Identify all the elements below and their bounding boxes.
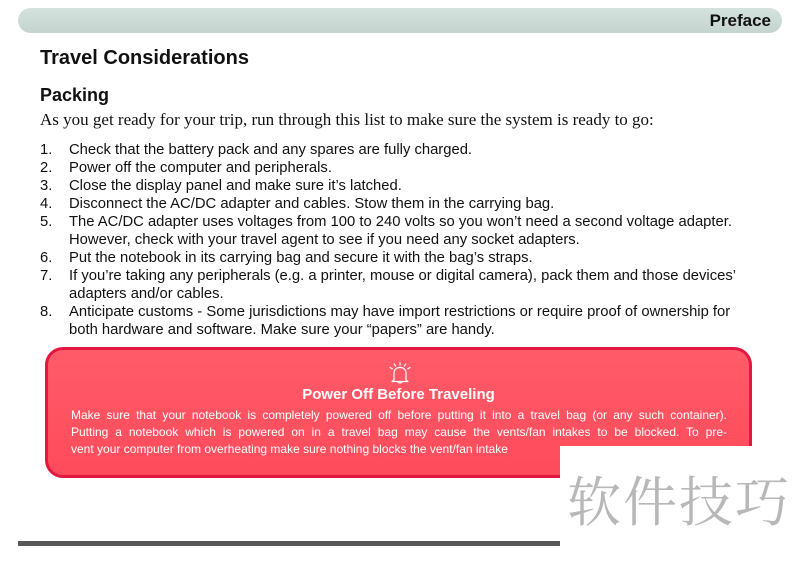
watermark-text: 软件技巧 xyxy=(567,471,791,534)
checklist-item xyxy=(40,195,770,213)
checklist-item-text: Anticipate customs - Some jurisdictions may have import restrictions or require proof of ownership for xyxy=(69,304,731,320)
checklist-item xyxy=(40,303,770,339)
section-header-bar xyxy=(18,8,782,33)
checklist-item xyxy=(40,267,770,303)
checklist-item xyxy=(40,159,770,177)
checklist-item xyxy=(40,249,770,267)
checklist-item-number: 5. xyxy=(40,214,53,230)
checklist-item-text: Check that the battery pack and any spares are fully charged. xyxy=(69,142,473,158)
checklist-item xyxy=(40,177,770,195)
packing-checklist xyxy=(40,141,770,339)
warning-body-line: vent your computer from overheating make sure nothing blocks the vent/fan intake xyxy=(71,442,508,456)
watermark-overlay xyxy=(560,446,800,563)
alarm-bell-icon xyxy=(387,362,413,384)
checklist-item-number: 8. xyxy=(40,304,53,320)
checklist-item-number: 3. xyxy=(40,178,53,194)
page-title: Travel Considerations xyxy=(40,47,249,69)
checklist-item-number: 1. xyxy=(40,142,53,158)
checklist-item-text: Put the notebook in its carrying bag and secure it with the bag’s straps. xyxy=(69,250,533,266)
checklist-item xyxy=(40,213,770,249)
warning-body-line: Make sure that your notebook is completely powered off before putting it into a travel bag (or any such container). xyxy=(71,408,727,422)
checklist-item-text: The AC/DC adapter uses voltages from 100 to 240 volts so you won’t need a second voltage adapter. xyxy=(69,214,732,230)
warning-body-line: Putting a notebook which is powered on in a travel bag may cause the vents/fan intakes to be blocked. To pre- xyxy=(71,425,727,439)
checklist-item-text-continued: both hardware and software. Make sure your “papers” are handy. xyxy=(69,322,495,338)
checklist-item-text-continued: adapters and/or cables. xyxy=(69,286,224,302)
checklist-item-number: 6. xyxy=(40,250,53,266)
section-title: Packing xyxy=(40,85,110,105)
checklist-item-text: Close the display panel and make sure it’s latched. xyxy=(69,178,402,194)
section-header-title: Preface xyxy=(709,11,771,30)
checklist-item-number: 7. xyxy=(40,268,53,284)
checklist-item-text: If you’re taking any peripherals (e.g. a printer, mouse or digital camera), pack them and those devices’ xyxy=(69,268,737,284)
checklist-item-text-continued: However, check with your travel agent to see if you need any socket adapters. xyxy=(69,232,580,248)
checklist-item-text: Power off the computer and peripherals. xyxy=(69,160,332,176)
checklist-item-text: Disconnect the AC/DC adapter and cables. Stow them in the carrying bag. xyxy=(69,196,555,212)
intro-paragraph: As you get ready for your trip, run through this list to make sure the system is ready to go: xyxy=(40,110,654,129)
checklist-item xyxy=(40,141,770,159)
warning-title: Power Off Before Traveling xyxy=(302,386,495,403)
checklist-item-number: 4. xyxy=(40,196,53,212)
checklist-item-number: 2. xyxy=(40,160,53,176)
